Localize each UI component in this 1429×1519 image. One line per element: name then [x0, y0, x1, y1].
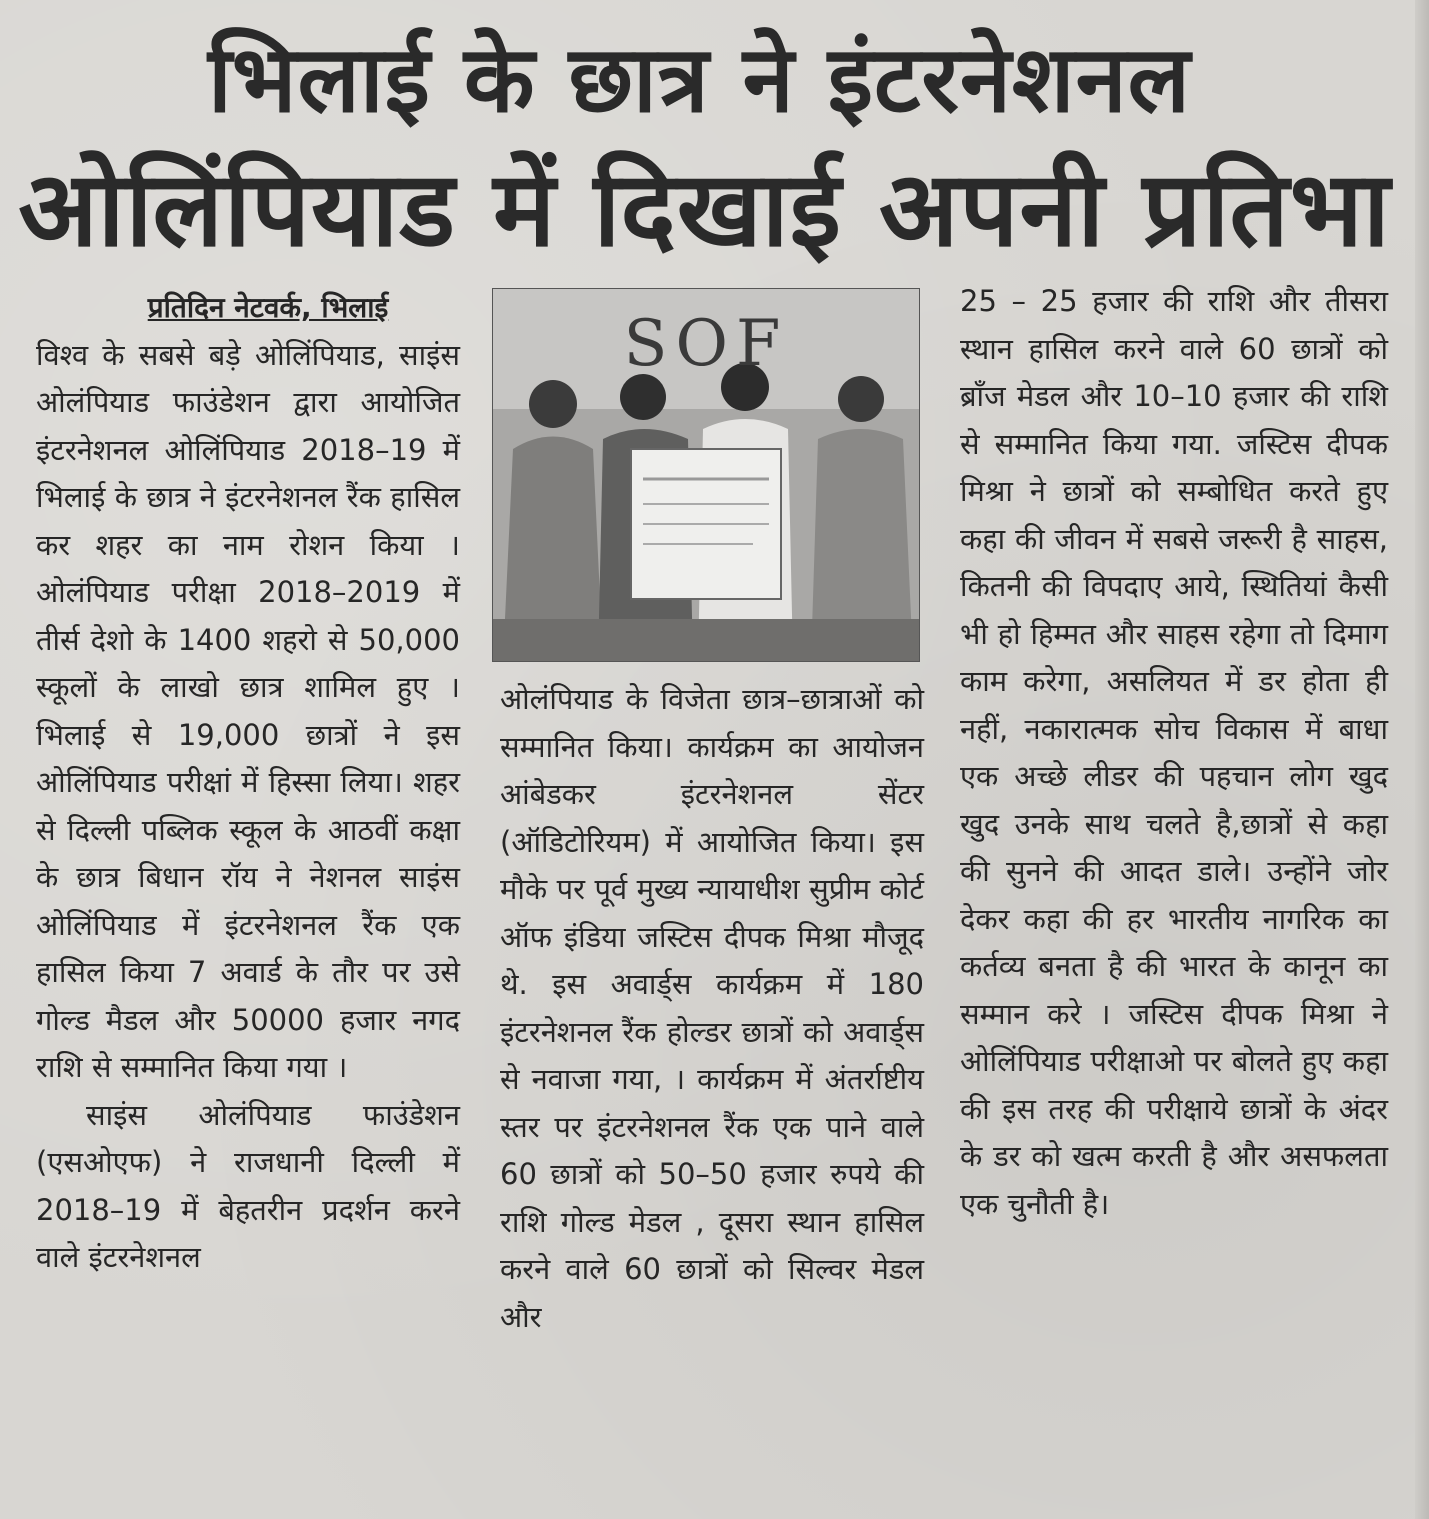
- headline: [0, 18, 1429, 276]
- headline-line-1: भिलाई के छात्र ने इंटरनेशनल: [207, 26, 1192, 133]
- certificate-board: [631, 449, 781, 599]
- column-1-paragraph-1: विश्व के सबसे बड़े ओलिंपियाड, साइंस ओलंपियाड फाउंडेशन द्वारा आयोजित इंटरनेशनल ओलिंपियाड 2018–19 में भिलाई के छात्र ने इंटरनेशनल रैंक हासिल कर शहर का नाम रोशन किया ।ओलंपियाड परीक्षा 2018–2019 में तीर्स देशो के 1400 शहरो से 50,000 स्कूलों के लाखो छात्र शामिल हुए ।भिलाई से 19,000 छात्रों ने इस ओलिंपियाड परीक्षां में हिस्सा लिया। शहर से दिल्ली पब्लिक स्कूल के आठवीं कक्षा के छात्र बिधान रॉय ने नेशनल साइंस ओलिंपियाड में इंटरनेशनल रैंक एक हासिल किया 7 अवार्ड के तौर पर उसे गोल्ड मैडल और 50000 हजार नगद राशि से सम्मानित किया गया ।: [36, 337, 460, 1084]
- article-column-3: [960, 278, 1388, 1228]
- photo-floor: [493, 619, 919, 661]
- sof-logo: SOF: [623, 307, 789, 381]
- article-column-2: [500, 676, 924, 1341]
- column-3-paragraph-1: 25 – 25 हजार की राशि और तीसरा स्थान हासिल करने वाले 60 छात्रों को ब्रॉंज मेडल और 10–10 हजार की राशि से सम्मानित किया गया. जस्टिस दीपक मिश्रा ने छात्रों को सम्बोधित करते हुए कहा की जीवन में सबसे जरूरी है साहस, कितनी की विपदाए आये, स्थितियां कैसी भी हो हिम्मत और साहस रहेगा तो दिमाग काम करेगा, असलियत में डर होता ही नहीं, नकारात्मक सोच विकास में बाधा एक अच्छे लीडर की पहचान लोग खुद खुद उनके साथ चलते है,छात्रों से कहा की सुनने की आदत डाले। उन्होंने जोर देकर कहा की हर भारतीय नागरिक का कर्तव्य बनता है की भारत के कानून का सम्मान करे । जस्टिस दीपक मिश्रा ने ओलिंपियाड परीक्षाओ पर बोलते हुए कहा की इस तरह की परीक्षाये छात्रों के अंदर के डर को खत्म करती है और असफलता एक चुनौती है।: [960, 284, 1388, 1221]
- event-photo: [492, 288, 920, 662]
- column-2-paragraph-1: ओलंपियाड के विजेता छात्र–छात्राओं को सम्मानित किया। कार्यक्रम का आयोजन आंबेडकर इंटरनेशनल सेंटर (ऑडिटोरियम) में आयोजित किया। इस मौके पर पूर्व मुख्य न्यायाधीश सुप्रीम कोर्ट ऑफ इंडिया जस्टिस दीपक मिश्रा मौजूद थे. इस अवार्ड्स कार्यक्रम में 180 इंटरनेशनल रैंक होल्डर छात्रों को अवार्ड्स से नवाजा गया, । कार्यक्रम में अंतर्राष्टीय स्तर पर इंटरनेशनल रैंक एक पाने वाले 60 छात्रों को 50–50 हजार रुपये की राशि गोल्ड मेडल , दूसरा स्थान हासिल करने वाले 60 छात्रों को सिल्वर मेडल और: [500, 682, 924, 1334]
- article-column-1: [36, 284, 460, 1282]
- column-1-paragraph-2: साइंस ओलंपियाड फाउंडेशन (एसओएफ) ने राजधानी दिल्ली में 2018–19 में बेहतरीन प्रदर्शन करने वाले इंटरनेशनल: [36, 1097, 460, 1274]
- dateline: प्रतिदिन नेटवर्क, भिलाई: [147, 291, 389, 324]
- headline-line-2: ओलिंपियाड में दिखाई अपनी प्रतिभा: [18, 148, 1391, 270]
